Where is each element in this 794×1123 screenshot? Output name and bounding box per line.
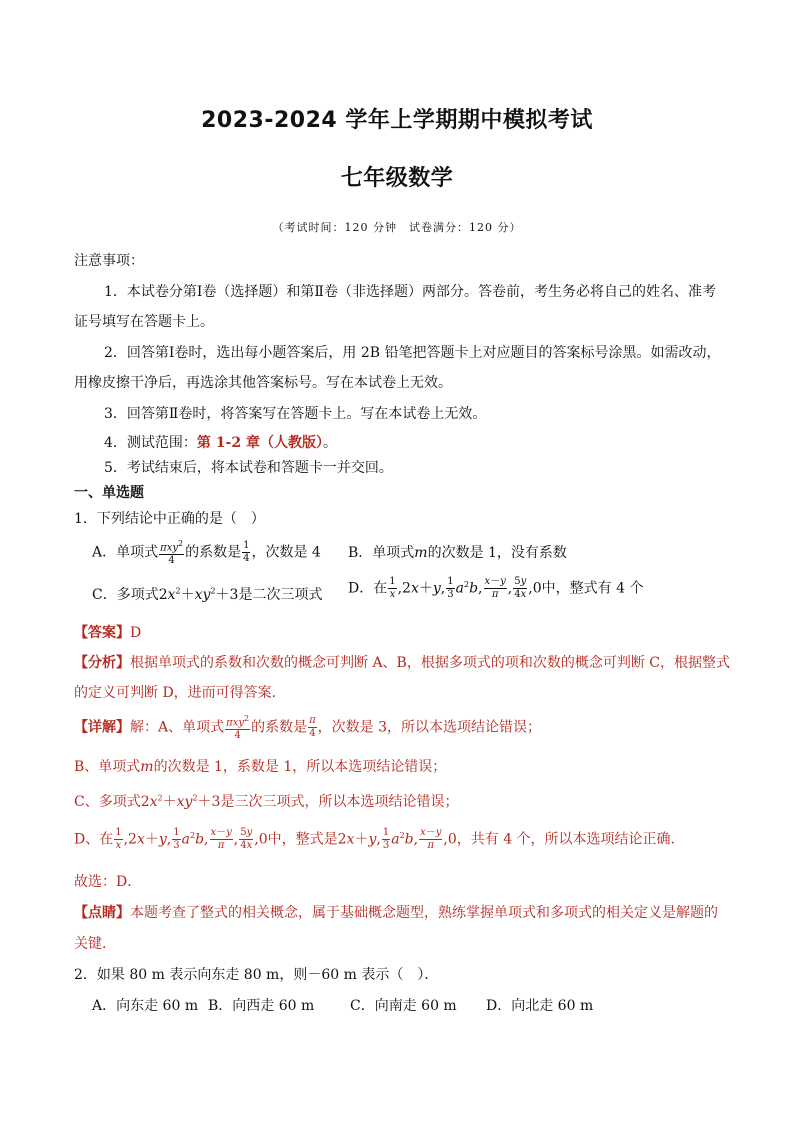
analysis-line-1: 【分析】根据单项式的系数和次数的概念可判断 A、B，根据多项式的项和次数的概念可判断 C，根据整式 <box>74 655 731 671</box>
q2-option-b: B．向西走 60 m <box>208 998 315 1014</box>
math-fraction: $\frac{x-y}{\pi}$ <box>484 576 506 600</box>
q2-option-a: A．向东走 60 m <box>92 998 199 1014</box>
q1-option-a: A．单项式 $\frac{\pi xy^2}{4}$ 的系数是 $\frac{1}{4}$ ，次数是 4 <box>92 539 321 567</box>
note-5: 5．考试结束后，将本试卷和答题卡一并交回。 <box>104 460 393 476</box>
answer-tag: 【答案】 <box>74 625 130 641</box>
comment-line-2: 关键． <box>74 936 116 952</box>
note-1b: 证号填写在答题卡上。 <box>74 314 214 330</box>
note-4 <box>104 432 337 452</box>
math-fraction: $\frac{\pi xy^2}{4}$ <box>160 539 184 567</box>
exam-info: （考试时间：120 分钟 试卷满分：120 分） <box>272 221 522 234</box>
math-fraction: $\frac{1}{3}$ <box>447 576 454 600</box>
exam-title: 2023-2024 学年上学期期中模拟考试 <box>201 108 593 133</box>
note-4-suffix: 。 <box>322 435 337 451</box>
math-fraction: $\frac{1}{3}$ <box>173 827 180 851</box>
math-fraction: $\frac{1}{x}$ <box>115 827 122 851</box>
analysis-line-2: 的定义可判断 D，进而可得答案． <box>74 685 286 701</box>
notes-heading: 注意事项： <box>74 253 144 269</box>
math-fraction: $\frac{1}{x}$ <box>389 576 396 600</box>
math-fraction: $\frac{1}{3}$ <box>382 827 390 851</box>
math-fraction: $\frac{\pi}{4}$ <box>309 715 316 740</box>
math-fraction: $\frac{x-y}{\pi}$ <box>210 827 232 851</box>
q2-option-c: C．向南走 60 m <box>350 998 457 1014</box>
note-4-scope: 第 1-2 章（人教版） <box>196 435 323 451</box>
answer-line <box>74 622 141 642</box>
comment-line-1: 【点睛】本题考查了整式的相关概念，属于基础概念题型，熟练掌握单项式和多项式的相关定义是解题的 <box>74 905 718 921</box>
detail-line-b: B、单项式m的次数是 1，系数是 1，所以本选项结论错误； <box>74 759 447 775</box>
section-heading: 一、单选题 <box>74 485 144 501</box>
q2-stem: 2．如果 80 m 表示向东走 80 m，则－60 m 表示（ ）． <box>74 967 439 983</box>
answer-value: D <box>130 625 142 641</box>
math-fraction: $\frac{5y}{4x}$ <box>514 576 527 600</box>
math-fraction: $\frac{5y}{4x}$ <box>240 827 253 851</box>
note-1a: 1．本试卷分第Ⅰ卷（选择题）和第Ⅱ卷（非选择题）两部分。答卷前，考生务必将自己的姓名、准考 <box>104 284 716 300</box>
note-4-prefix: 4．测试范围： <box>104 435 197 451</box>
subject-title: 七年级数学 <box>340 166 454 191</box>
detail-line-a: 【详解】解：A、单项式 $\frac{\pi xy^2}{4}$ 的系数是 $\frac{\pi}{4}$ ，次数是 3，所以本选项结论错误； <box>74 714 542 742</box>
comment-tag: 【点睛】 <box>74 905 130 921</box>
note-2a: 2．回答第Ⅰ卷时，选出每小题答案后，用 2B 铅笔把答题卡上对应题目的答案标号涂黑。如需改动， <box>104 345 721 361</box>
math-fraction: $\frac{x-y}{\pi}$ <box>420 827 442 851</box>
detail-tag: 【详解】 <box>74 719 130 736</box>
math-fraction: $\frac{1}{4}$ <box>243 540 250 565</box>
note-2b: 用橡皮擦干净后，再选涂其他答案标号。写在本试卷上无效。 <box>74 375 452 391</box>
conclusion-line: 故选：D． <box>74 874 142 890</box>
q1-stem: 1．下列结论中正确的是（ ） <box>74 511 265 527</box>
detail-line-c: C、多项式$2x^2+xy^2+3$是三次三项式，所以本选项结论错误； <box>74 793 459 810</box>
note-3: 3．回答第Ⅱ卷时，将答案写在答题卡上。写在本试卷上无效。 <box>104 406 487 422</box>
q2-option-d: D．向北走 60 m <box>486 998 594 1014</box>
analysis-tag: 【分析】 <box>74 655 130 671</box>
q1-option-b: B．单项式m的次数是 1，没有系数 <box>348 545 567 561</box>
detail-line-d: D、在 $\frac{1}{x}$ ,2x＋y, $\frac{1}{3}$ $a^2b$, $\frac{x-y}{\pi}$ , $\frac{5y}{4x}$ ,0中，整式是2x＋y, $\frac{1}{3}$ $a^2b$, $\frac{x-y}{\pi}$ ,0，共有 4 个，所以本选项结论正确． <box>74 827 685 851</box>
q1-option-c: C．多项式$2x^2+xy^2+3$是二次三项式 <box>92 586 323 603</box>
math-fraction: $\frac{\pi xy^2}{4}$ <box>226 714 250 742</box>
q1-option-d: D．在 $\frac{1}{x}$ ,2x＋y, $\frac{1}{3}$ $a^2b$, $\frac{x-y}{\pi}$ , $\frac{5y}{4x}$ ,0中，整式有 4 个 <box>348 576 644 600</box>
